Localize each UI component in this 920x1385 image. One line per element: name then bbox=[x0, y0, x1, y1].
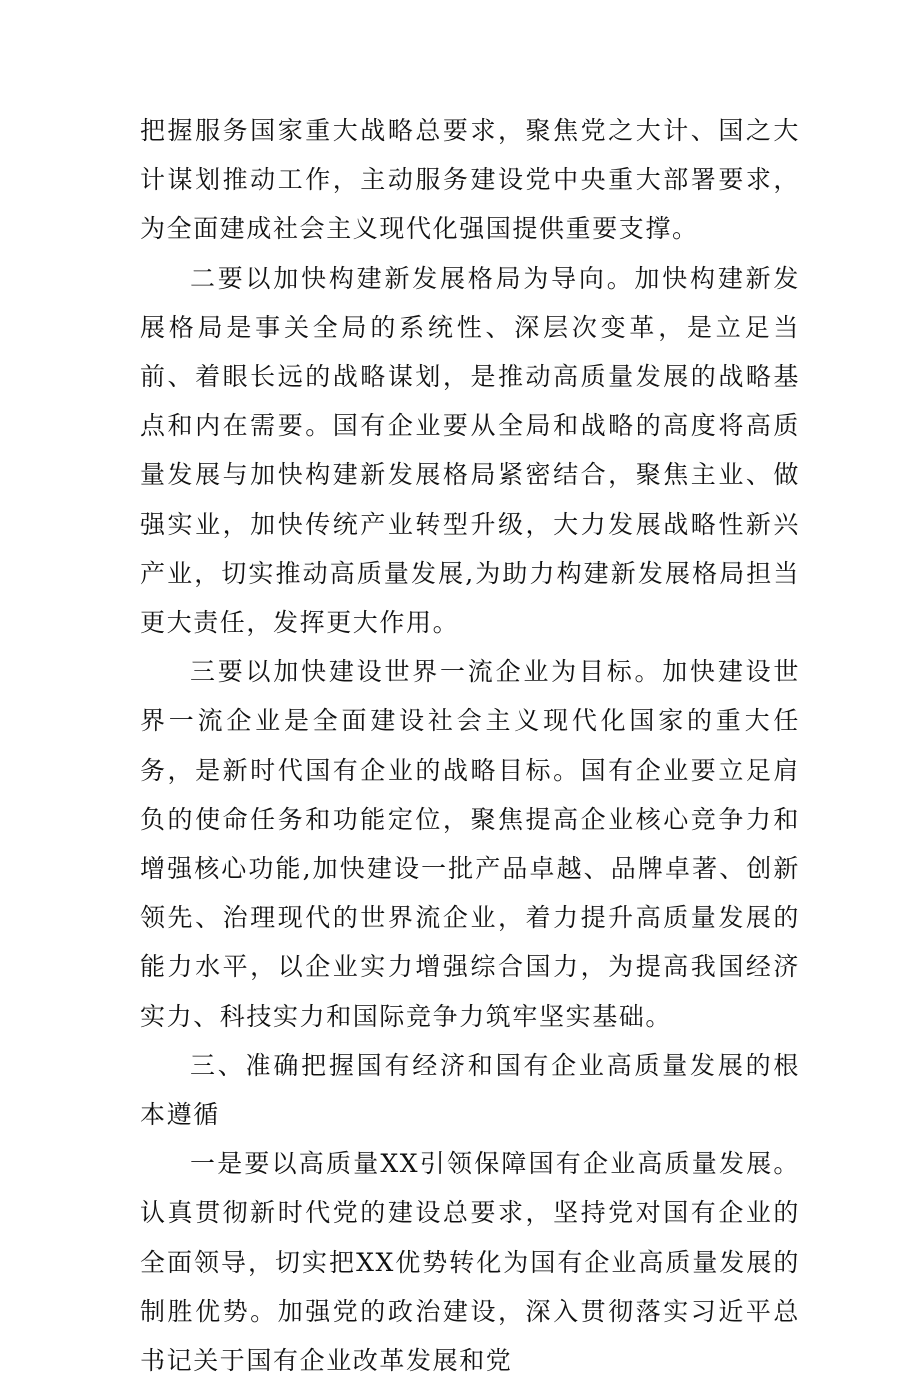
section-heading-fundamental-principles: 三、准确把握国有经济和国有企业高质量发展的根本遵循 bbox=[140, 1050, 800, 1130]
paragraph-new-development-pattern: 二要以加快构建新发展格局为导向。加快构建新发展格局是事关全局的系统性、深层次变革，是立足当前、着眼长远的战略谋划，是推动高质量发展的战略基点和内在需要。国有企业要从全局和战略的高度将高质量发展与加快构建新发展格局紧密结合，聚焦主业、做强实业，加快传统产业转型升级，大力发展战略性新兴产业，切实推动高质量发展,为助力构建新发展格局担当更大责任，发挥更大作用。 bbox=[140, 263, 800, 638]
document-body bbox=[140, 106, 800, 1385]
paragraph-continuation: 把握服务国家重大战略总要求，聚焦党之大计、国之大计谋划推动工作，主动服务建设党中央重大部署要求，为全面建成社会主义现代化强国提供重要支撑。 bbox=[140, 116, 800, 244]
paragraph-party-leadership: 一是要以高质量XX引领保障国有企业高质量发展。认真贯彻新时代党的建设总要求，坚持党对国有企业的全面领导，切实把XX优势转化为国有企业高质量发展的制胜优势。加强党的政治建设，深入贯彻落实习近平总书记关于国有企业改革发展和党 bbox=[140, 1149, 800, 1376]
paragraph-world-class-enterprise: 三要以加快建设世界一流企业为目标。加快建设世界一流企业是全面建设社会主义现代化国家的重大任务，是新时代国有企业的战略目标。国有企业要立足肩负的使命任务和功能定位，聚焦提高企业核心竞争力和增强核心功能,加快建设一批产品卓越、品牌卓著、创新领先、治理现代的世界流企业，着力提升高质量发展的能力水平，以企业实力增强综合国力，为提高我国经济实力、科技实力和国际竞争力筑牢坚实基础。 bbox=[140, 657, 800, 1031]
